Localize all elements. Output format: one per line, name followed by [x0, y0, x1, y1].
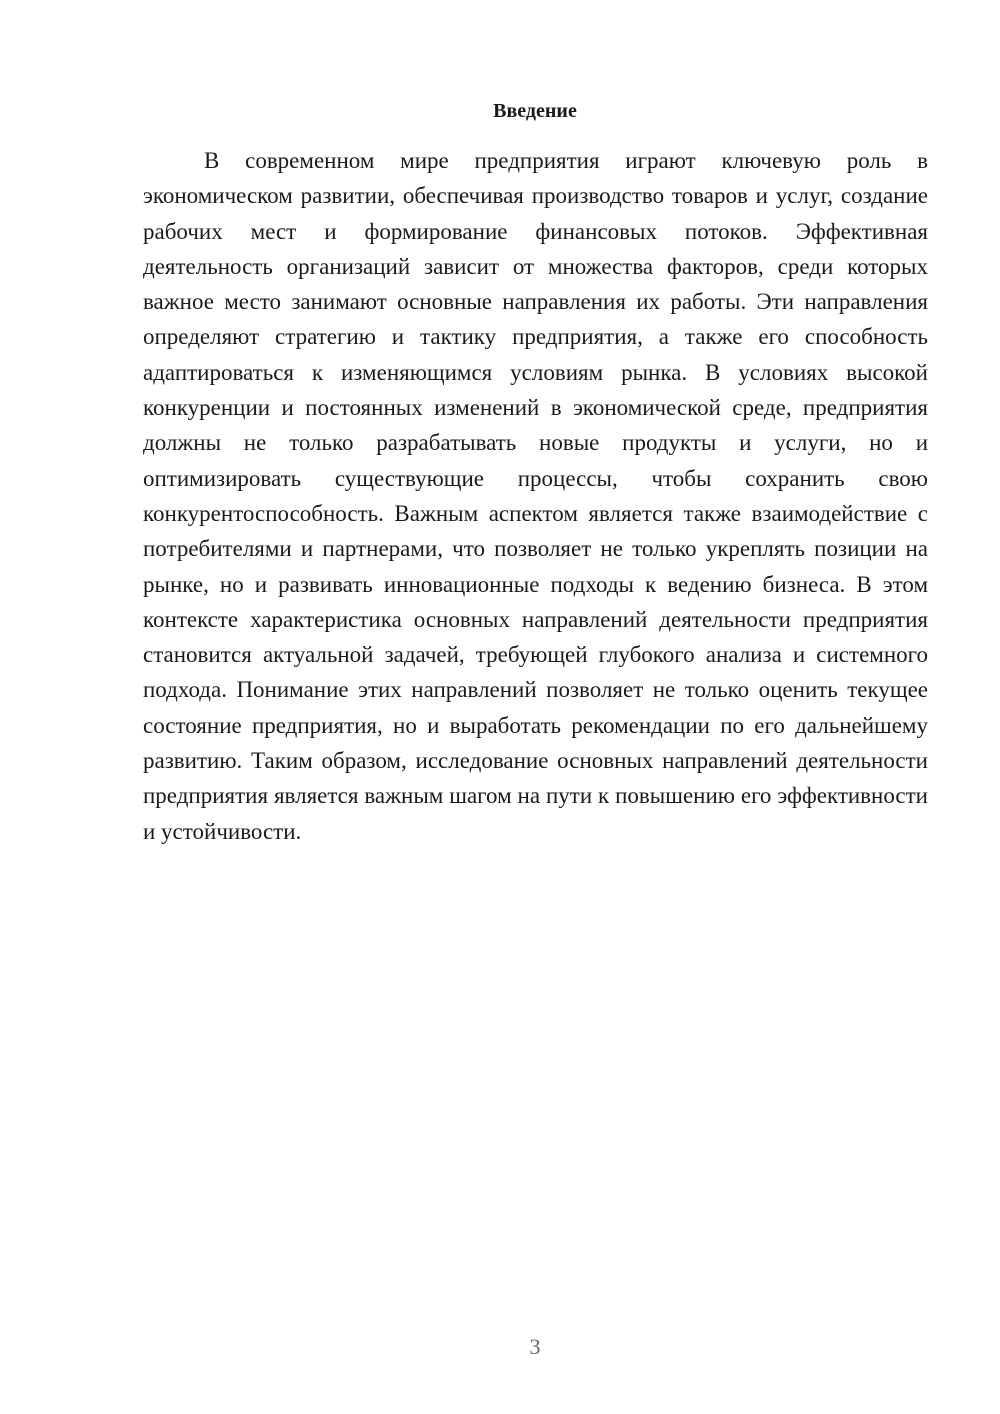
section-heading: Введение	[493, 100, 577, 122]
page-number: 3	[529, 1334, 541, 1359]
introduction-paragraph: В современном мире предприятия играют ключевую роль в экономическом развитии, обеспечивая производство товаров и услуг, создание рабочих мест и формирование финансовых потоков. Эффективная деятельность организаций зависит от множества факторов, среди которых важное место занимают основные направления их работы. Эти направления определяют стратегию и тактику предприятия, а также его способность адаптироваться к изменяющимся условиям рынка. В условиях высокой конкуренции и постоянных изменений в экономической среде, предприятия должны не только разрабатывать новые продукты и услуги, но и оптимизировать существующие процессы, чтобы сохранить свою конкурентоспособность. Важным аспектом является также взаимодействие с потребителями и партнерами, что позволяет не только укреплять позиции на рынке, но и развивать инновационные подходы к ведению бизнеса. В этом контексте характеристика основных направлений деятельности предприятия становится актуальной задачей, требующей глубокого анализа и системного подхода. Понимание этих направлений позволяет не только оценить текущее состояние предприятия, но и выработать рекомендации по его дальнейшему развитию. Таким образом, исследование основных направлений деятельности предприятия является важным шагом на пути к повышению его эффективности и устойчивости.	[143, 148, 928, 844]
